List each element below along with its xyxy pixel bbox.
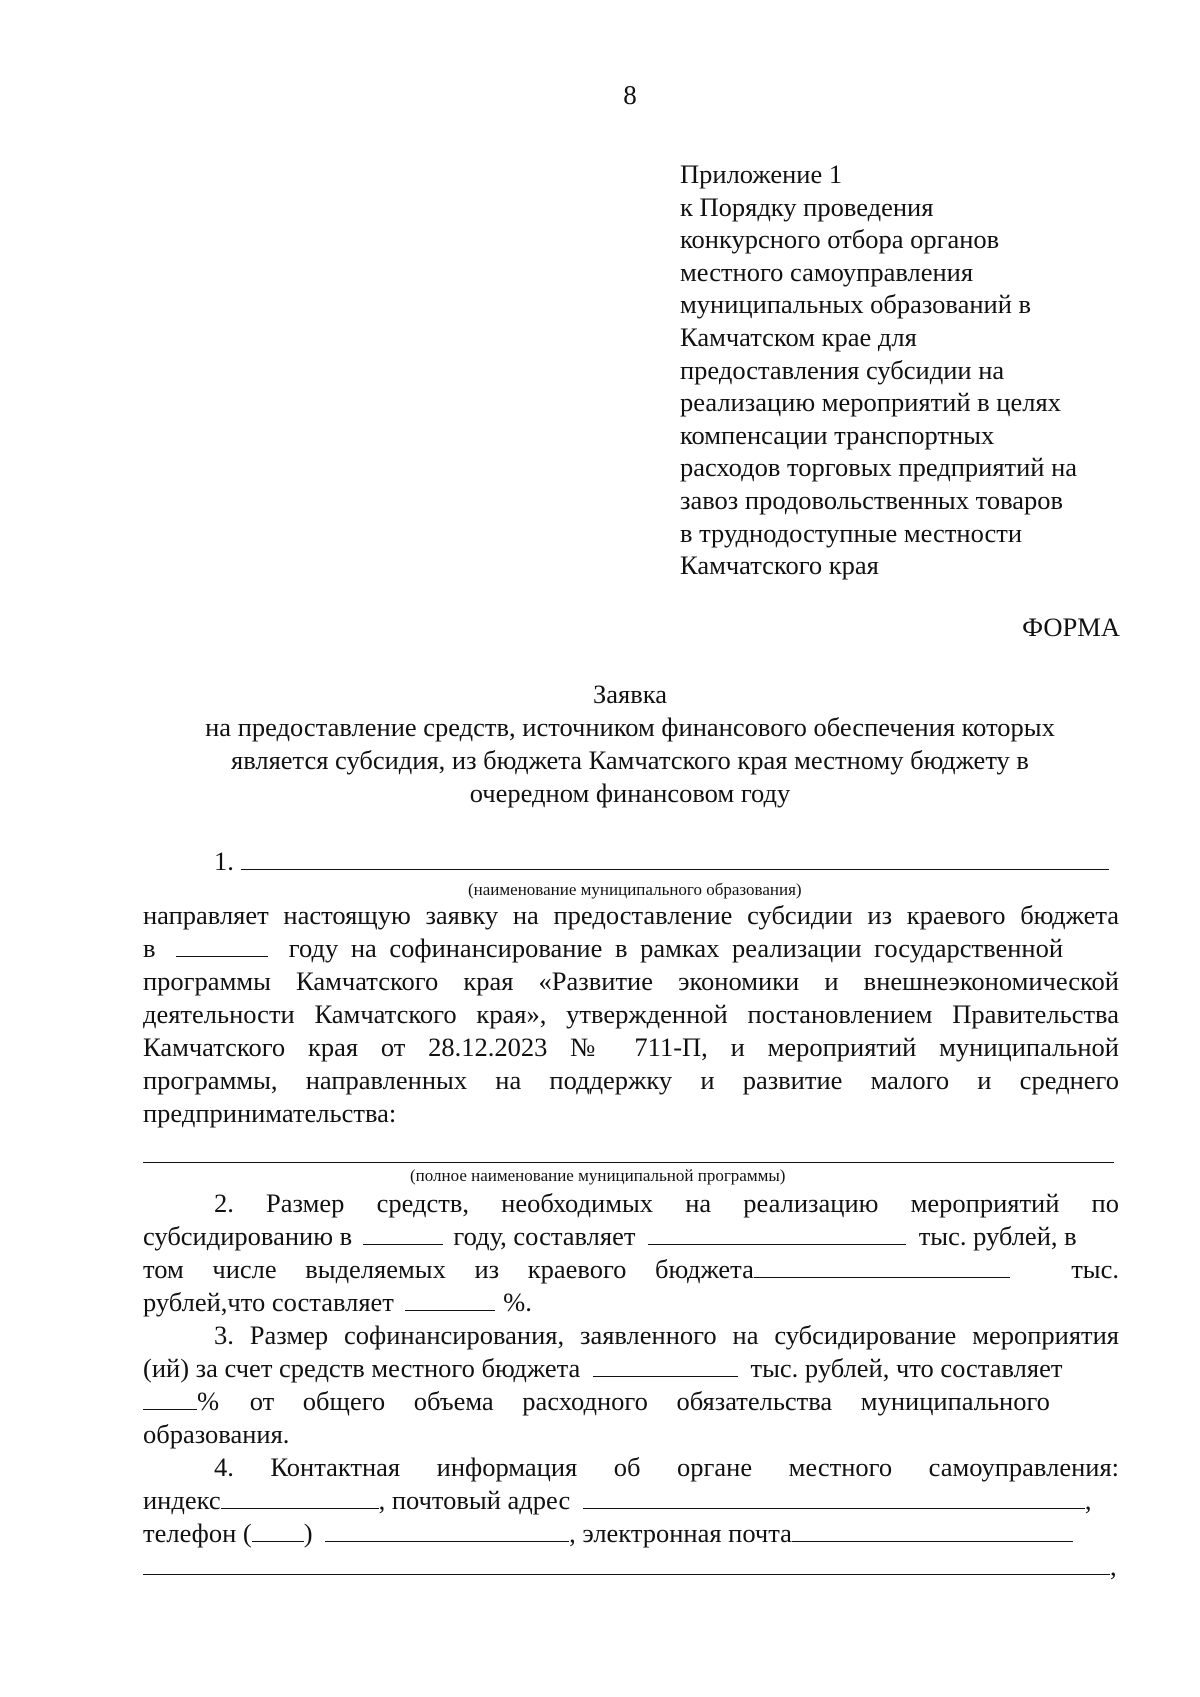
item1-line5: Камчатского края от 28.12.2023 № 711-П, и мероприятий муниципальной bbox=[143, 1032, 1119, 1062]
item1-line6: программы, направленных на поддержку и развитие малого и среднего bbox=[143, 1065, 1119, 1095]
item1-line7: предпринимательства: bbox=[143, 1098, 397, 1128]
item3-l3b: от общего объема расходного обязательства муниципального bbox=[249, 1386, 1050, 1416]
appendix-line: реализацию мероприятий в целях bbox=[680, 387, 1061, 418]
item3-line1: 3. Размер софинансирования, заявленного на субсидирование мероприятия bbox=[214, 1320, 1119, 1350]
item4-line3 bbox=[143, 1518, 1119, 1549]
regional-amount-field[interactable] bbox=[754, 1255, 1010, 1278]
item3-line3 bbox=[143, 1386, 1119, 1417]
item2-l2b: году, составляет bbox=[453, 1221, 636, 1251]
item1-number: 1. bbox=[214, 846, 234, 876]
program-caption: (полное наименование муниципальной программы) bbox=[410, 1166, 786, 1185]
item1-line3: программы Камчатского края «Развитие экономики и внешнеэкономической bbox=[143, 966, 1119, 996]
item2-line4 bbox=[143, 1287, 1119, 1318]
item1-l2b: году на софинансирование в рамках реализации государственной bbox=[288, 933, 1064, 963]
item4-line2 bbox=[143, 1485, 1119, 1516]
email-field[interactable] bbox=[792, 1519, 1073, 1542]
appendix-line: конкурсного отбора органов bbox=[680, 224, 1000, 255]
item2-l2a: субсидированию в bbox=[143, 1221, 353, 1251]
appendix-line: муниципальных образований в bbox=[680, 289, 1032, 320]
item1-line4: деятельности Камчатского края», утвержденной постановлением Правительства bbox=[143, 999, 1119, 1029]
email-continuation-field[interactable] bbox=[143, 1552, 1110, 1575]
year-field[interactable] bbox=[176, 934, 268, 957]
item1-row bbox=[214, 846, 1119, 877]
regional-percent-field[interactable] bbox=[405, 1288, 495, 1311]
item3-l2b: тыс. рублей, что составляет bbox=[750, 1353, 1063, 1383]
appendix-block bbox=[680, 158, 1180, 582]
municipality-name-field[interactable] bbox=[241, 847, 1109, 870]
subsidy-year-field[interactable] bbox=[363, 1222, 443, 1245]
item2-l2c: тыс. рублей, в bbox=[918, 1221, 1077, 1251]
appendix-line: к Порядку проведения bbox=[680, 191, 934, 222]
appendix-line: Камчатского края bbox=[680, 550, 879, 581]
page-number: 8 bbox=[623, 80, 637, 110]
title-line: очередном финансовом году bbox=[469, 778, 791, 808]
item2-line1: 2. Размер средств, необходимых на реализацию мероприятий по bbox=[214, 1188, 1119, 1218]
item4-l2c: , bbox=[1084, 1485, 1092, 1515]
item1-l2a: в bbox=[143, 933, 156, 963]
item1-line1: направляет настоящую заявку на предоставление субсидии из краевого бюджета bbox=[143, 900, 1119, 930]
item1-line2 bbox=[143, 933, 1119, 964]
item2-line2 bbox=[143, 1221, 1119, 1252]
title-line: является субсидия, из бюджета Камчатского края местному бюджету в bbox=[231, 745, 1029, 775]
item3-line2 bbox=[143, 1353, 1119, 1384]
item4-l4: , bbox=[1110, 1551, 1117, 1581]
item2-l4a: рублей,что составляет bbox=[143, 1287, 394, 1317]
item2-l3b: тыс. bbox=[1071, 1254, 1119, 1284]
item4-line4 bbox=[143, 1551, 1119, 1582]
appendix-line: расходов торговых предприятий на bbox=[680, 452, 1078, 483]
item4-line1: 4. Контактная информация об органе местного самоуправления: bbox=[214, 1452, 1119, 1482]
item3-l3a: % bbox=[197, 1386, 220, 1416]
total-amount-field[interactable] bbox=[648, 1222, 906, 1245]
appendix-line: в труднодоступные местности bbox=[680, 517, 1023, 548]
appendix-line: предоставления субсидии на bbox=[680, 354, 1005, 385]
appendix-line: Приложение 1 bbox=[680, 159, 843, 189]
item2-l3a: том числе выделяемых из краевого бюджета bbox=[143, 1254, 754, 1284]
appendix-line: компенсации транспортных bbox=[680, 419, 995, 450]
item2-l4b: %. bbox=[503, 1287, 532, 1317]
item4-l3b: ) bbox=[303, 1518, 313, 1548]
appendix-line: завоз продовольственных товаров bbox=[680, 484, 1064, 515]
item2-line3 bbox=[143, 1254, 1119, 1285]
postal-index-field[interactable] bbox=[221, 1486, 379, 1509]
title-line: Заявка bbox=[593, 679, 667, 709]
document-title bbox=[140, 678, 1120, 810]
program-name-field[interactable] bbox=[143, 1162, 1114, 1163]
municipality-caption: (наименование муниципального образования) bbox=[468, 880, 802, 899]
item3-line4: образования. bbox=[143, 1419, 290, 1449]
local-percent-field[interactable] bbox=[143, 1387, 197, 1410]
form-label: ФОРМА bbox=[1022, 612, 1120, 642]
title-line: на предоставление средств, источником финансового обеспечения которых bbox=[205, 712, 1055, 742]
item4-l3c: , электронная почта bbox=[569, 1518, 792, 1548]
postal-address-field[interactable] bbox=[583, 1486, 1085, 1509]
phone-code-field[interactable] bbox=[252, 1519, 304, 1542]
local-amount-field[interactable] bbox=[593, 1354, 738, 1377]
appendix-line: местного самоуправления bbox=[680, 256, 974, 287]
item4-l2a: индекс bbox=[143, 1485, 221, 1515]
item4-l2b: , почтовый адрес bbox=[378, 1485, 571, 1515]
phone-number-field[interactable] bbox=[325, 1519, 569, 1542]
item3-l2a: (ий) за счет средств местного бюджета bbox=[143, 1353, 581, 1383]
appendix-line: Камчатском крае для bbox=[680, 321, 917, 352]
item4-l3a: телефон ( bbox=[143, 1518, 252, 1548]
